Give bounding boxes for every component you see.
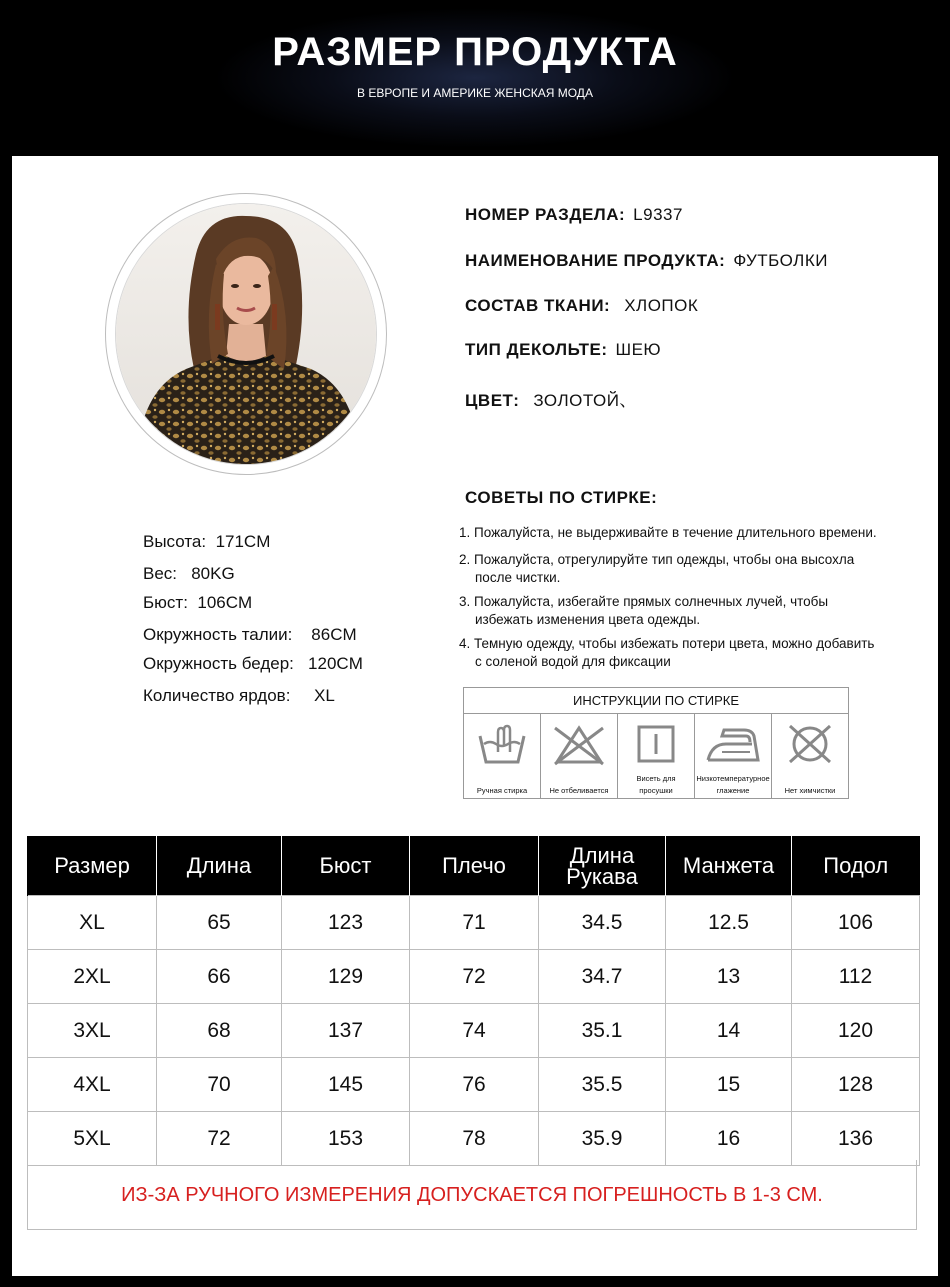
washing-tips-list (459, 524, 929, 671)
column-header: Плечо (410, 836, 539, 896)
model-hips: Окружность бедер: 120CM (143, 654, 363, 673)
model-height: Высота: 171CM (143, 532, 271, 551)
care-title: ИНСТРУКЦИИ ПО СТИРКЕ (464, 688, 848, 714)
model-bust: Бюст: 106CM (143, 593, 253, 612)
care-instructions (463, 687, 849, 799)
list-item: 4. Темную одежду, чтобы избежать потери цвета, можно добавить с соленой водой для фиксации (459, 636, 875, 669)
model-portrait (105, 193, 387, 475)
table-row: XL 65 123 71 34.5 12.5 106 (28, 896, 920, 950)
table-row: 5XL 72 153 78 35.9 16 136 (28, 1112, 920, 1166)
care-item: Ручная стирка (464, 714, 541, 799)
care-item: Не отбеливается (541, 714, 618, 799)
page-title: РАЗМЕР ПРОДУКТА (272, 30, 678, 74)
info-row-color: ЦВЕТ: ЗОЛОТОЙ、 (465, 391, 637, 410)
size-table (27, 836, 920, 1166)
no-bleach-icon (551, 722, 607, 766)
column-header: Манжета (666, 836, 792, 896)
column-header: Размер (28, 836, 157, 896)
column-header: Бюст (282, 836, 410, 896)
page-header (0, 0, 950, 155)
hang-dry-icon (628, 722, 684, 766)
info-row-product-name: НАИМЕНОВАНИЕ ПРОДУКТА: ФУТБОЛКИ (465, 251, 828, 270)
table-row: 4XL 70 145 76 35.5 15 128 (28, 1058, 920, 1112)
info-row-fabric: СОСТАВ ТКАНИ: ХЛОПОК (465, 296, 699, 315)
no-dry-clean-icon (782, 722, 838, 766)
model-weight: Вес: 80KG (143, 564, 235, 583)
table-row: 2XL 66 129 72 34.7 13 112 (28, 950, 920, 1004)
model-waist: Окружность талии: 86CM (143, 625, 357, 644)
page-subtitle: В ЕВРОПЕ И АМЕРИКЕ ЖЕНСКАЯ МОДА (357, 86, 593, 100)
table-row: 3XL 68 137 74 35.1 14 120 (28, 1004, 920, 1058)
list-item: 1. Пожалуйста, не выдерживайте в течение длительного времени. (459, 525, 877, 540)
list-item: 3. Пожалуйста, избегайте прямых солнечных лучей, чтобы избежать изменения цвета одежды. (459, 594, 829, 627)
washing-tips-title: СОВЕТЫ ПО СТИРКЕ: (465, 488, 658, 507)
model-size: Количество ярдов: XL (143, 686, 335, 705)
info-row-neckline: ТИП ДЕКОЛЬТЕ: ШЕЮ (465, 340, 662, 359)
table-header-row (28, 836, 920, 896)
low-iron-icon (702, 722, 764, 766)
care-item: Низкотемпературное глажение (695, 714, 772, 799)
model-photo (116, 204, 376, 464)
care-item: Нет химчистки (772, 714, 848, 799)
column-header: Длина Рукава (539, 836, 666, 896)
column-header: Подол (792, 836, 920, 896)
column-header: Длина (157, 836, 282, 896)
care-item: Висеть для просушки (618, 714, 695, 799)
info-row-section-number: НОМЕР РАЗДЕЛА: L9337 (465, 205, 683, 224)
list-item: 2. Пожалуйста, отрегулируйте тип одежды, чтобы она высохла после чистки. (459, 552, 855, 585)
measurement-note: ИЗ-ЗА РУЧНОГО ИЗМЕРЕНИЯ ДОПУСКАЕТСЯ ПОГРЕШНОСТЬ В 1-3 СМ. (27, 1160, 917, 1230)
hand-wash-icon (474, 722, 530, 766)
